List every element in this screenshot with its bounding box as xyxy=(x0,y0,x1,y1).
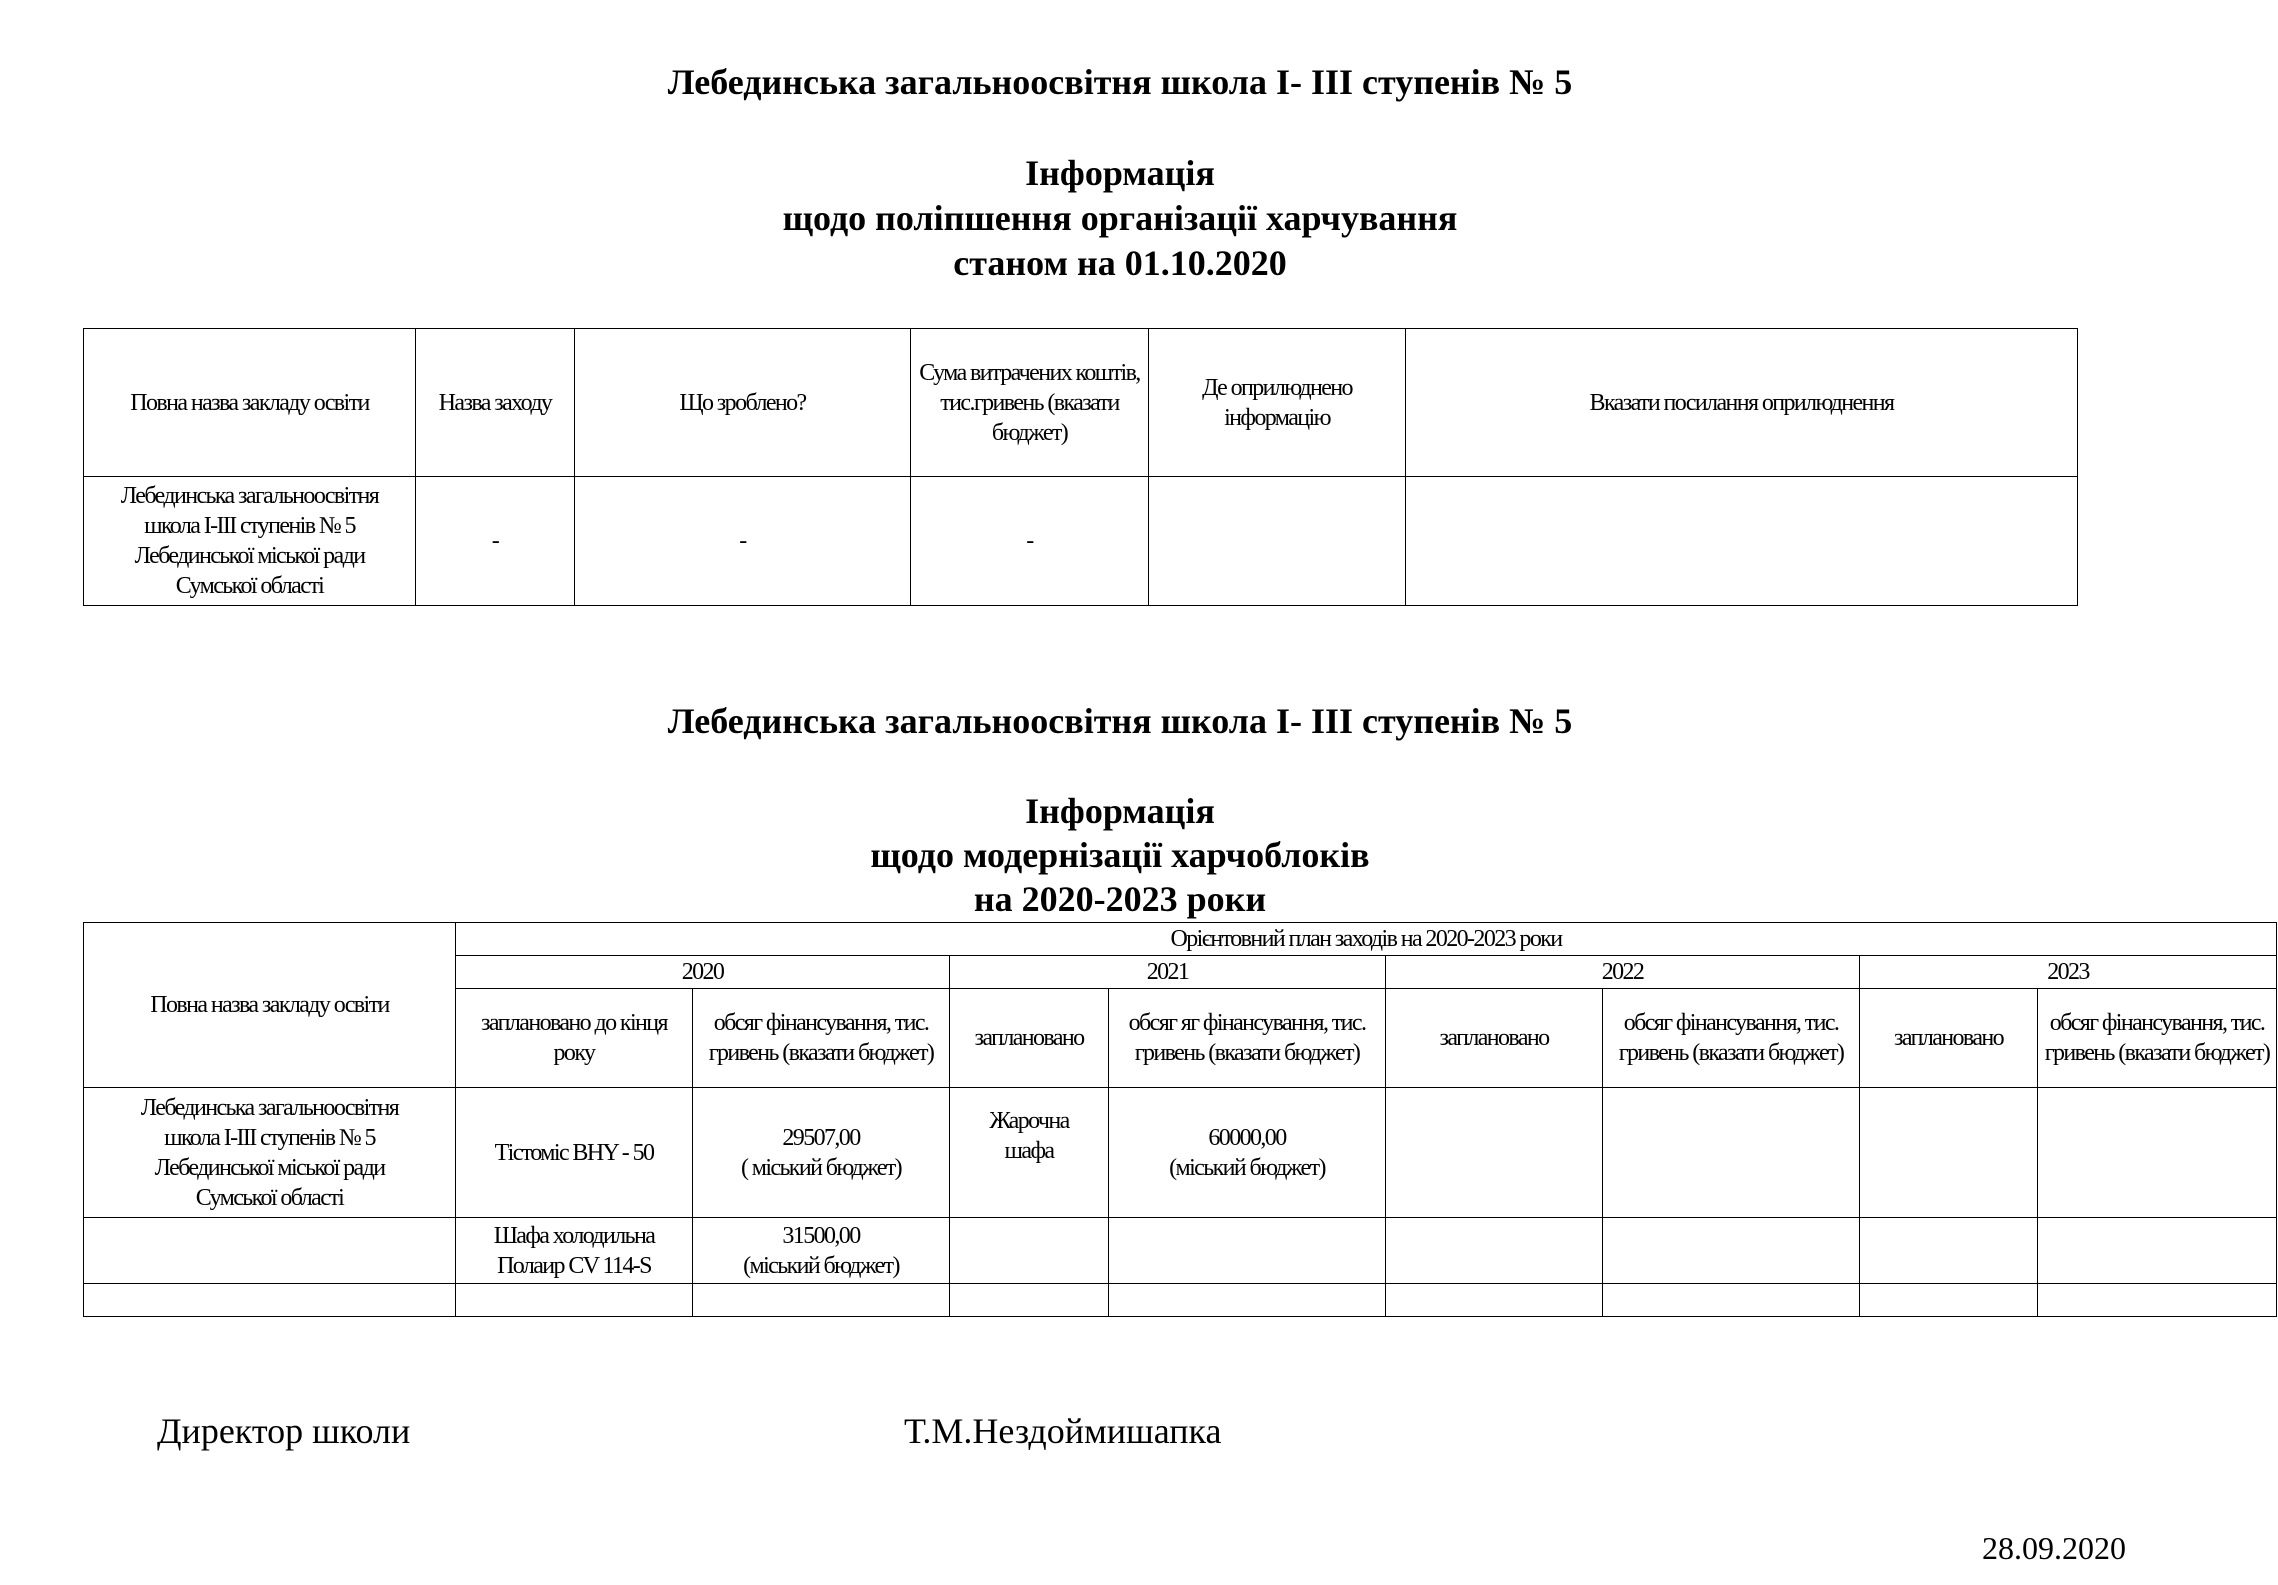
subheader-cell: обсяг яг фінансування, тис. гривень (вказати бюджет) xyxy=(1109,989,1386,1088)
header-cell: Сума витрачених коштів, тис.гривень (вказати бюджет) xyxy=(911,329,1149,477)
financing-2020-cell: 31500,00 (міський бюджет) xyxy=(693,1218,950,1284)
header-cell: Що зроблено? xyxy=(575,329,911,477)
info-title-2: Інформація xyxy=(1025,791,1215,831)
where-cell xyxy=(1149,477,1406,606)
financing-2022-cell xyxy=(1603,1218,1860,1284)
planned-2023-cell xyxy=(1860,1218,2038,1284)
school-heading-2: Лебединська загальноосвітня школа I- III ступенів № 5 xyxy=(667,701,1573,741)
school-name-cell: Лебединська загальноосвітня школа І-ІІІ ступенів № 5 Лебединської міської ради Сумської області xyxy=(84,1088,456,1218)
financing-2022-cell xyxy=(1603,1088,1860,1218)
table-row xyxy=(84,1088,2277,1218)
subheader-cell: заплановано xyxy=(1860,989,2038,1088)
financing-2023-cell xyxy=(2038,1088,2277,1218)
planned-2021-cell: Жарочна шафа xyxy=(950,1088,1109,1218)
school-name-cell: Лебединська загальноосвітня школа І-ІІІ ступенів № 5 Лебединської міської ради Сумської області xyxy=(84,477,416,606)
info-title-1: Інформація xyxy=(1025,153,1215,193)
year-2020-cell: 2020 xyxy=(456,956,950,989)
done-cell: - xyxy=(575,477,911,606)
subheader-cell: обсяг фінансування, тис. гривень (вказати бюджет) xyxy=(1603,989,1860,1088)
financing-2023-cell xyxy=(2038,1218,2277,1284)
plan-header-row xyxy=(84,923,2277,956)
subheader-cell: обсяг фінансування, тис. гривень (вказати бюджет) xyxy=(2038,989,2277,1088)
school-heading-1: Лебединська загальноосвітня школа I- III ступенів № 5 xyxy=(667,62,1573,102)
year-2023-cell: 2023 xyxy=(1860,956,2277,989)
info-date-1: станом на 01.10.2020 xyxy=(953,243,1287,283)
planned-2022-cell xyxy=(1386,1218,1603,1284)
info-period-2: на 2020-2023 роки xyxy=(973,879,1267,919)
financing-2020-cell: 29507,00 ( міський бюджет) xyxy=(693,1088,950,1218)
subheader-cell: обсяг фінансування, тис. гривень (вказати бюджет) xyxy=(693,989,950,1088)
table-header-row xyxy=(84,329,2078,477)
financing-2021-cell: 60000,00 (міський бюджет) xyxy=(1109,1088,1386,1218)
planned-2022-cell xyxy=(1386,1088,1603,1218)
table-row xyxy=(84,1218,2277,1284)
info-subtitle-1: щодо поліпшення організації харчування xyxy=(782,198,1458,238)
sum-cell: - xyxy=(911,477,1149,606)
planned-2023-cell xyxy=(1860,1088,2038,1218)
financing-2021-cell xyxy=(1109,1218,1386,1284)
kitchen-modernization-table xyxy=(83,922,2277,1317)
planned-2020-cell: Тістоміс ВНY - 50 xyxy=(456,1088,693,1218)
table-row xyxy=(84,477,2078,606)
director-name: Т.М.Нездоймишапка xyxy=(904,1411,1222,1451)
nutrition-improvement-table xyxy=(83,328,2078,606)
director-position: Директор школи xyxy=(157,1411,411,1451)
header-cell: Повна назва закладу освіти xyxy=(84,329,416,477)
year-2021-cell: 2021 xyxy=(950,956,1386,989)
table-row-empty xyxy=(84,1284,2277,1317)
planned-2020-cell: Шафа холодильна Полаир CV 114-S xyxy=(456,1218,693,1284)
header-cell: Вказати посилання оприлюднення xyxy=(1406,329,2078,477)
subheader-cell: заплановано xyxy=(1386,989,1603,1088)
subheader-cell: заплановано xyxy=(950,989,1109,1088)
document-date: 28.09.2020 xyxy=(1982,1530,2126,1566)
header-cell: Де оприлюднено інформацію xyxy=(1149,329,1406,477)
info-subtitle-2: щодо модернізації харчоблоків xyxy=(870,835,1370,875)
school-header-cell: Повна назва закладу освіти xyxy=(84,923,456,1088)
subheader-cell: заплановано до кінця року xyxy=(456,989,693,1088)
plan-header-cell: Орієнтовний план заходів на 2020-2023 роки xyxy=(456,923,2277,956)
link-cell xyxy=(1406,477,2078,606)
school-name-cell xyxy=(84,1218,456,1284)
year-2022-cell: 2022 xyxy=(1386,956,1860,989)
header-cell: Назва заходу xyxy=(416,329,575,477)
planned-2021-cell xyxy=(950,1218,1109,1284)
measure-cell: - xyxy=(416,477,575,606)
